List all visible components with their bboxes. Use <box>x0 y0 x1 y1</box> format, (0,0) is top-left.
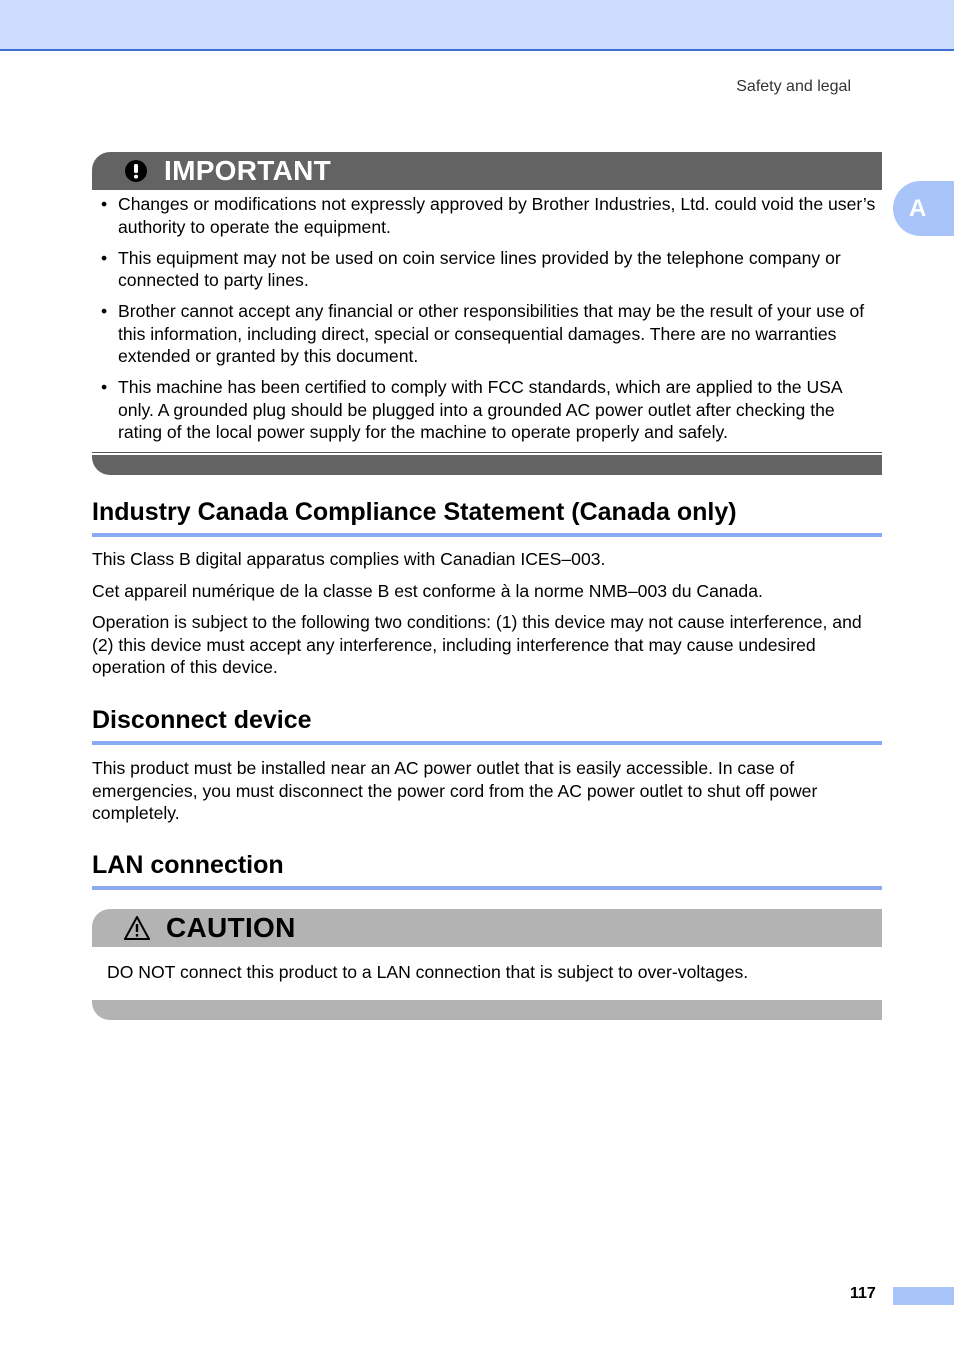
paragraph: Cet appareil numérique de la classe B est conforme à la norme NMB–003 du Canada. <box>92 581 763 601</box>
caution-box <box>92 909 882 947</box>
section-heading-canada: Industry Canada Compliance Statement (Canada only) <box>92 497 882 537</box>
caution-footer <box>92 1000 882 1020</box>
paragraph: This Class B digital apparatus complies with Canadian ICES–003. <box>92 549 606 569</box>
paragraph: Operation is subject to the following two conditions: (1) this device may not cause interference, and (2) this device must accept any interference, including interference that may cause undesired operation of this device. <box>92 612 862 677</box>
list-item: • This machine has been certified to comply with FCC standards, which are applied to the USA only. A grounded plug should be plugged into a grounded AC power outlet after checking the rating of the local power supply for the machine to operate properly and safely. <box>92 376 882 444</box>
important-box <box>92 152 882 444</box>
section-heading-lan: LAN connection <box>92 850 882 890</box>
chapter-tab-letter: A <box>909 194 927 222</box>
page-number: 117 <box>850 1285 876 1302</box>
important-list <box>92 193 882 444</box>
running-head: Safety and legal <box>736 78 851 95</box>
warning-triangle-icon <box>124 916 150 940</box>
list-item: • This equipment may not be used on coin service lines provided by the telephone company or connected to party lines. <box>92 247 882 292</box>
important-title: IMPORTANT <box>164 155 332 186</box>
caution-title: CAUTION <box>166 912 296 943</box>
top-band <box>0 0 954 51</box>
section-heading-disconnect: Disconnect device <box>92 705 882 745</box>
caution-text: DO NOT connect this product to a LAN connection that is subject to over-voltages. <box>107 962 749 982</box>
caution-header <box>92 909 882 947</box>
page-number-bar <box>893 1287 954 1305</box>
important-header <box>92 152 882 190</box>
chapter-tab <box>893 181 954 236</box>
list-item: • Changes or modifications not expressly approved by Brother Industries, Ltd. could void the user’s authority to operate the equipment. <box>92 193 882 238</box>
paragraph: This product must be installed near an AC power outlet that is easily accessible. In case of emergencies, you must disconnect the power cord from the AC power outlet to shut off power completely. <box>92 758 818 823</box>
list-item: • Brother cannot accept any financial or other responsibilities that may be the result of your use of this information, including direct, special or consequential damages. There are no warranties extended or granted by this document. <box>92 300 882 368</box>
important-footer <box>92 452 882 475</box>
exclamation-circle-icon <box>124 159 148 183</box>
